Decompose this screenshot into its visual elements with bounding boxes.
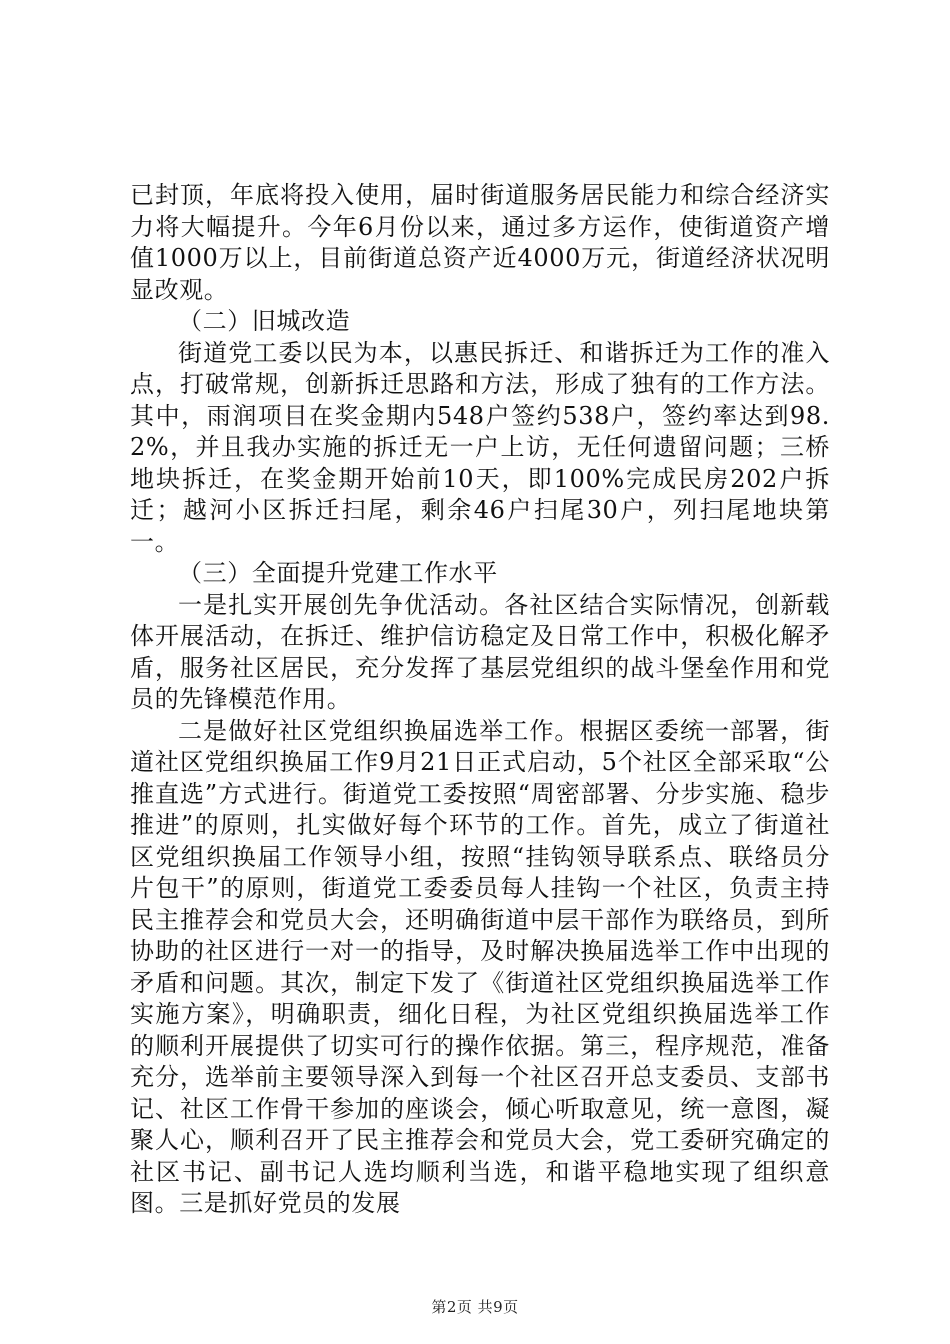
page-number-footer: 第2页 共9页 [431, 1298, 519, 1316]
section-heading-old-city-renovation: （二）旧城改造 [178, 307, 351, 335]
paragraph-excellence-activity: 一是扎实开展创先争优活动。各社区结合实际情况，创新载体开展活动，在拆迁、维护信访稳定及日常工作中，积极化解矛盾，服务社区居民，充分发挥了基层党组织的战斗堡垒作用和党员的先锋模范作用。 [130, 590, 830, 713]
document-body [130, 180, 830, 1220]
paragraph-demolition: 街道党工委以民为本，以惠民拆迁、和谐拆迁为工作的准入点，打破常规，创新拆迁思路和方法，形成了独有的工作方法。其中，雨润项目在奖金期内548户签约538户，签约率达到98.2%，并且我办实施的拆迁无一户上访，无任何遗留问题；三桥地块拆迁，在奖金期开始前10天，即100%完成民房202户拆迁；越河小区拆迁扫尾，剩余46户扫尾30户，列扫尾地块第一。 [130, 338, 830, 556]
section-heading-party-building: （三）全面提升党建工作水平 [178, 559, 498, 587]
paragraph-election-work: 二是做好社区党组织换届选举工作。根据区委统一部署，街道社区党组织换届工作9月21日正式启动，5个社区全部采取“公推直选”方式进行。街道党工委按照“周密部署、分步实施、稳步推进”的原则，扎实做好每个环节的工作。首先，成立了街道社区党组织换届工作领导小组，按照“挂钩领导联系点、联络员分片包干”的原则，街道党工委委员每人挂钩一个社区，负责主持民主推荐会和党员大会，还明确街道中层干部作为联络员，到所协助的社区进行一对一的指导，及时解决换届选举工作中出现的矛盾和问题。其次，制定下发了《街道社区党组织换届选举工作实施方案》，明确职责，细化日程，为社区党组织换届选举工作的顺利开展提供了切实可行的操作依据。第三，程序规范，准备充分，选举前主要领导深入到每一个社区召开总支委员、支部书记、社区工作骨干参加的座谈会，倾心听取意见，统一意图，凝聚人心，顺利召开了民主推荐会和党员大会，党工委研究确定的社区书记、副书记人选均顺利当选，和谐平稳地实现了组织意图。三是抓好党员的发展 [130, 716, 830, 1217]
paragraph-economy-continued: 已封顶，年底将投入使用，届时街道服务居民能力和综合经济实力将大幅提升。今年6月份以来，通过多方运作，使街道资产增值1000万以上，目前街道总资产近4000万元，街道经济状况明显改观。 [130, 181, 830, 304]
